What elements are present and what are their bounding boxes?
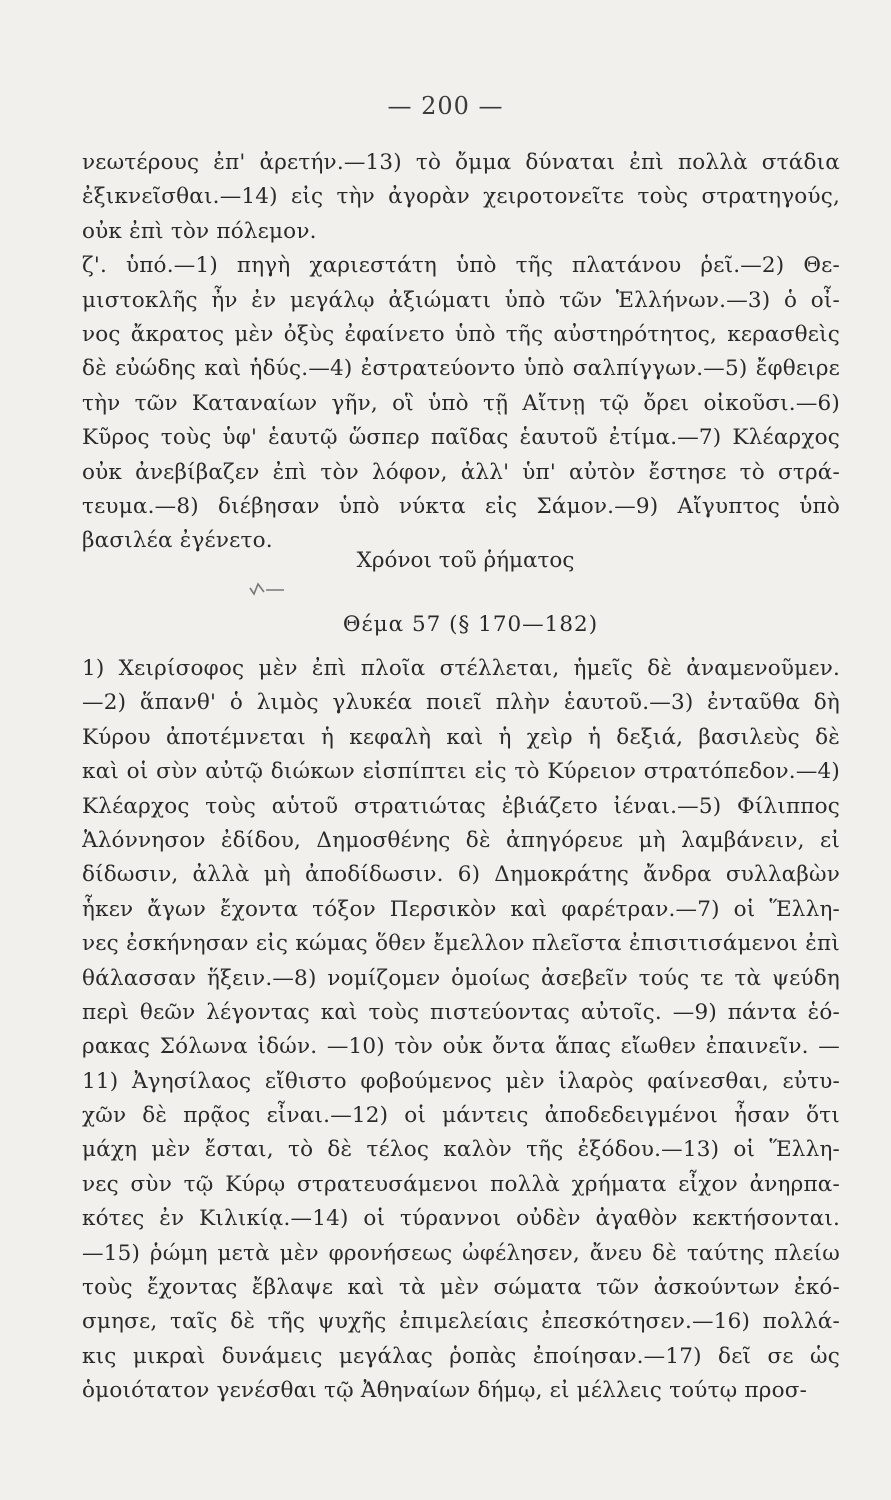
text-line: νες σὺν τῷ Κύρῳ στρατευσάμενοι πολλὰ χρήματα εἶχον ἀνηρπα- — [82, 1171, 840, 1197]
text-line: τοὺς ἔχοντας ἔβλαψε καὶ τὰ μὲν σώματα τῶν ἀσκούντων ἐκό- — [82, 1275, 840, 1301]
text-line: —2) ἅπανθ' ὁ λιμὸς γλυκέα ποιεῖ πλὴν ἑαυτοῦ.—3) ἐνταῦθα δὴ — [82, 690, 840, 716]
text-line: 1) Χειρίσοφος μὲν ἐπὶ πλοῖα στέλλεται, ἡμεῖς δὲ ἀναμενοῦμεν. — [82, 656, 840, 681]
text-line: θάλασσαν ἥξειν.—8) νομίζομεν ὁμοίως ἀσεβεῖν τούς τε τὰ ψεύδη — [82, 965, 840, 991]
exercise-title: Θέμα 57 (§ 170—182) — [342, 612, 599, 637]
text-line: ἐξικνεῖσθαι.—14) εἰς τὴν ἀγορὰν χειροτονεῖτε τοὺς στρατηγούς, — [82, 184, 840, 210]
text-line: μιστοκλῆς ἦν ἐν μεγάλῳ ἀξιώματι ὑπὸ τῶν Ἑλλήνων.—3) ὁ οἶ- — [82, 287, 840, 313]
text-line: Κλέαρχος τοὺς αὑτοῦ στρατιώτας ἐβιάζετο ἰέναι.—5) Φίλιππος — [82, 793, 840, 819]
text-line: νος ἄκρατος μὲν ὀξὺς ἐφαίνετο ὑπὸ τῆς αὐστηρότητος, κερασθεὶς — [82, 321, 840, 347]
text-line: δίδωσιν, ἀλλὰ μὴ ἀποδίδωσιν. 6) Δημοκράτης ἄνδρα συλλαβὼν — [82, 862, 840, 888]
text-line: νες ἐσκήνησαν εἰς κώμας ὅθεν ἔμελλον πλεῖστα ἐπισιτισάμενοι ἐπὶ — [82, 931, 840, 957]
pencil-mark-icon — [248, 578, 288, 602]
text-line: τὴν τῶν Καταναίων γῆν, οἳ ὑπὸ τῇ Αἴτνῃ τῷ ὄρει οἰκοῦσι.—6) — [82, 390, 840, 416]
text-block-tense-exercise — [82, 652, 840, 1409]
text-line: 11) Ἀγησίλαος εἴθιστο φοβούμενος μὲν ἱλαρὸς φαίνεσθαι, εὐτυ- — [82, 1068, 840, 1094]
text-line: μάχη μὲν ἔσται, τὸ δὲ τέλος καλὸν τῆς ἐξόδου.—13) οἱ Ἕλλη- — [82, 1137, 840, 1163]
text-line: οὐκ ἐπὶ τὸν πόλεμον. — [82, 218, 317, 244]
text-line: σμησε, ταῖς δὲ τῆς ψυχῆς ἐπιμελείαις ἐπεσκότησεν.—16) πολλά- — [82, 1309, 840, 1335]
page-number: — 200 — — [387, 92, 504, 120]
text-block-grammar-exercise — [82, 146, 840, 559]
section-title: Χρόνοι τοῦ ῥήματος — [356, 548, 575, 573]
text-line: περὶ θεῶν λέγοντας καὶ τοὺς πιστεύοντας αὐτοῖς. —9) πάντα ἑό- — [82, 999, 840, 1025]
text-line: ἧκεν ἄγων ἔχοντα τόξον Περσικὸν καὶ φαρέτραν.—7) οἱ Ἕλλη- — [82, 896, 840, 922]
text-line: ὁμοιότατον γενέσθαι τῷ Ἀθηναίων δήμῳ, εἰ μέλλεις τούτῳ προσ- — [82, 1378, 808, 1404]
text-line: Κύρου ἀποτέμνεται ἡ κεφαλὴ καὶ ἡ χεὶρ ἡ δεξιά, βασιλεὺς δὲ — [82, 724, 840, 750]
text-line: χῶν δὲ πρᾷος εἶναι.—12) οἱ μάντεις ἀποδεδειγμένοι ἦσαν ὅτι — [82, 1103, 840, 1129]
text-line: καὶ οἱ σὺν αὐτῷ διώκων εἰσπίπτει εἰς τὸ Κύρειον στρατόπεδον.—4) — [82, 759, 840, 785]
text-line: Ἁλόννησον ἐδίδου, Δημοσθένης δὲ ἀπηγόρευε μὴ λαμβάνειν, εἰ — [82, 827, 840, 853]
text-line: οὐκ ἀνεβίβαζεν ἐπὶ τὸν λόφον, ἀλλ' ὑπ' αὐτὸν ἔστησε τὸ στρά- — [82, 459, 840, 485]
text-line: —15) ῥώμη μετὰ μὲν φρονήσεως ὠφέλησεν, ἄνευ δὲ ταύτης πλείω — [82, 1240, 840, 1266]
text-line: ζ'. ὑπό.—1) πηγὴ χαριεστάτη ὑπὸ τῆς πλατάνου ῥεῖ.—2) Θε- — [82, 253, 840, 279]
text-line: κότες ἐν Κιλικίᾳ.—14) οἱ τύραννοι οὐδὲν ἀγαθὸν κεκτήσονται. — [82, 1206, 840, 1232]
text-line: δὲ εὐώδης καὶ ἡδύς.—4) ἐστρατεύοντο ὑπὸ σαλπίγγων.—5) ἔφθειρε — [82, 356, 840, 382]
text-line: βασιλέα ἐγένετο. — [82, 528, 273, 554]
text-line: Κῦρος τοὺς ὑφ' ἑαυτῷ ὥσπερ παῖδας ἑαυτοῦ ἐτίμα.—7) Κλέαρχος — [82, 425, 840, 451]
text-line: ρακας Σόλωνα ἰδών. —10) τὸν οὐκ ὄντα ἅπας εἴωθεν ἐπαινεῖν. — — [82, 1034, 840, 1060]
text-line: νεωτέρους ἐπ' ἀρετήν.—13) τὸ ὄμμα δύναται ἐπὶ πολλὰ στάδια — [82, 150, 840, 175]
text-line: τευμα.—8) διέβησαν ὑπὸ νύκτα εἰς Σάμον.—9) Αἴγυπτος ὑπὸ — [82, 493, 840, 519]
text-line: κις μικραὶ δυνάμεις μεγάλας ῥοπὰς ἐποίησαν.—17) δεῖ σε ὡς — [82, 1343, 840, 1369]
